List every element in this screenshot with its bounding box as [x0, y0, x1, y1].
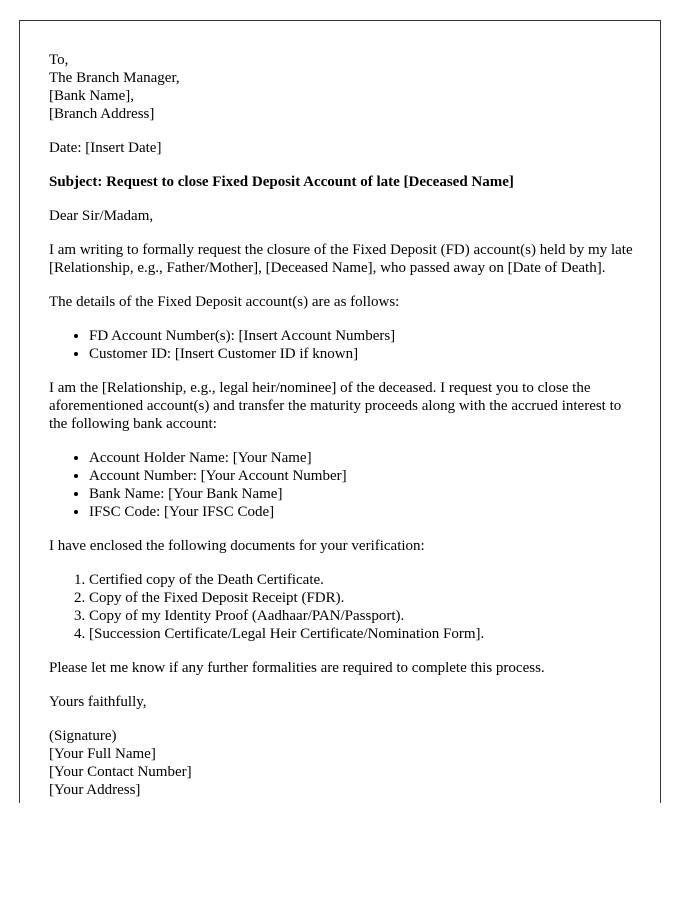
- letter-page: [19, 20, 661, 803]
- signer-name: [Your Full Name]: [49, 746, 156, 762]
- recipient-bank: [Bank Name],: [49, 88, 134, 104]
- salutation: Dear Sir/Madam,: [49, 208, 154, 224]
- list-item: 3. Copy of my Identity Proof (Aadhaar/PAN/Passport).: [89, 607, 639, 625]
- intro-paragraph: I am writing to formally request the closure of the Fixed Deposit (FD) account(s) held by my late [Relationship, e.g., Father/Mother], [Deceased Name], who passed away on [Date of Death].: [49, 242, 633, 276]
- recipient-title: The Branch Manager,: [49, 70, 180, 86]
- letter-content: [49, 51, 639, 799]
- signature-line: (Signature): [49, 728, 117, 744]
- recipient-address: [Branch Address]: [49, 106, 155, 122]
- documents-paragraph: I have enclosed the following documents for your verification:: [49, 538, 425, 554]
- list-item: 1. Certified copy of the Death Certificate.: [89, 571, 639, 589]
- fd-details-list: [49, 327, 639, 363]
- list-item: • FD Account Number(s): [Insert Account Numbers]: [89, 327, 639, 345]
- recipient-to: To,: [49, 52, 69, 68]
- letter-date: Date: [Insert Date]: [49, 140, 162, 156]
- list-item: • Account Number: [Your Account Number]: [89, 467, 639, 485]
- bank-details-list: [49, 449, 639, 521]
- list-item: • Account Holder Name: [Your Name]: [89, 449, 639, 467]
- closing-paragraph: Please let me know if any further formalities are required to complete this process.: [49, 660, 545, 676]
- list-item: • IFSC Code: [Your IFSC Code]: [89, 503, 639, 521]
- valediction: Yours faithfully,: [49, 694, 147, 710]
- request-paragraph: I am the [Relationship, e.g., legal heir/nominee] of the deceased. I request you to close the aforementioned account(s) and transfer the maturity proceeds along with the accrued interest to the following bank account:: [49, 380, 622, 432]
- details-paragraph: The details of the Fixed Deposit account(s) are as follows:: [49, 294, 400, 310]
- documents-list: [49, 571, 639, 643]
- signer-address: [Your Address]: [49, 782, 141, 798]
- list-item: 2. Copy of the Fixed Deposit Receipt (FDR).: [89, 589, 639, 607]
- list-item: 4. [Succession Certificate/Legal Heir Certificate/Nomination Form].: [89, 625, 639, 643]
- recipient-block: [49, 51, 639, 123]
- letter-subject: Subject: Request to close Fixed Deposit Account of late [Deceased Name]: [49, 174, 514, 190]
- list-item: • Customer ID: [Insert Customer ID if known]: [89, 345, 639, 363]
- list-item: • Bank Name: [Your Bank Name]: [89, 485, 639, 503]
- signer-contact: [Your Contact Number]: [49, 764, 192, 780]
- signature-block: [49, 727, 639, 799]
